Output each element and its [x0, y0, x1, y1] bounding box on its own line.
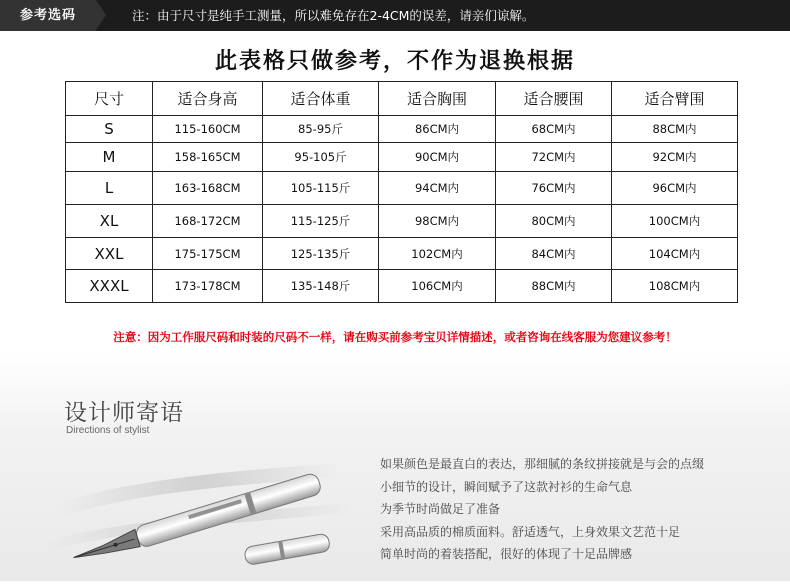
table-row: [66, 238, 738, 270]
header-weight: 适合体重: [263, 82, 379, 116]
table-row: [66, 270, 738, 303]
arm-cell: 88CM内: [612, 116, 738, 143]
arm-cell: 100CM内: [612, 205, 738, 238]
message-line: 小细节的设计，瞬间赋予了这款衬衫的生命气息: [380, 479, 633, 494]
arm-cell: 96CM内: [612, 172, 738, 205]
header-waist: 适合腰围: [496, 82, 612, 116]
table-row: [66, 116, 738, 143]
header-size: 尺寸: [66, 82, 153, 116]
banner-tag-notch: [96, 0, 106, 30]
chest-cell: 98CM内: [379, 205, 496, 238]
table-row: [66, 172, 738, 205]
fountain-pen-illustration: [40, 450, 370, 580]
waist-cell: 72CM内: [496, 143, 612, 172]
table-row: [66, 143, 738, 172]
table-header-row: [66, 82, 738, 116]
chest-cell: 86CM内: [379, 116, 496, 143]
weight-cell: 95-105斤: [263, 143, 379, 172]
designer-message: [380, 453, 704, 566]
height-cell: 163-168CM: [153, 172, 263, 205]
height-cell: 158-165CM: [153, 143, 263, 172]
size-cell: S: [66, 116, 153, 143]
weight-cell: 115-125斤: [263, 205, 379, 238]
weight-cell: 105-115斤: [263, 172, 379, 205]
size-cell: XL: [66, 205, 153, 238]
message-line: 为季节时尚做足了准备: [380, 502, 501, 516]
chest-cell: 102CM内: [379, 238, 496, 270]
waist-cell: 68CM内: [496, 116, 612, 143]
message-line: 简单时尚的着装搭配，很好的体现了十足品牌感: [380, 547, 633, 561]
page-headline: 此表格只做参考，不作为退换根据: [214, 49, 575, 74]
weight-cell: 135-148斤: [263, 270, 379, 303]
banner-note: 注：由于尺寸是纯手工测量，所以难免存在2-4CM的误差，请亲们谅解。: [132, 8, 535, 23]
message-line: 如果颜色是最直白的表达，那细腻的条纹拼接就是与会的点缀: [380, 457, 705, 471]
waist-cell: 76CM内: [496, 172, 612, 205]
message-line: 采用高品质的棉质面料。舒适透气，上身效果文艺范十足: [380, 524, 681, 539]
top-banner: [0, 0, 790, 31]
banner-tag: 参考选码: [0, 0, 96, 31]
size-cell: L: [66, 172, 153, 205]
header-arm: 适合臂围: [612, 82, 738, 116]
designer-title: 设计师寄语: [64, 400, 184, 426]
header-height: 适合身高: [153, 82, 263, 116]
arm-cell: 104CM内: [612, 238, 738, 270]
table-row: [66, 205, 738, 238]
arm-cell: 92CM内: [612, 143, 738, 172]
designer-subtitle: Directions of stylist: [66, 425, 150, 436]
height-cell: 173-178CM: [153, 270, 263, 303]
size-cell: M: [66, 143, 153, 172]
chest-cell: 94CM内: [379, 172, 496, 205]
size-cell: XXL: [66, 238, 153, 270]
height-cell: 115-160CM: [153, 116, 263, 143]
size-warning: 注意：因为工作服尺码和时装的尺码不一样，请在购买前参考宝贝详情描述，或者咨询在线客服为您建议参考！: [113, 330, 677, 344]
weight-cell: 85-95斤: [263, 116, 379, 143]
size-cell: XXXL: [66, 270, 153, 303]
height-cell: 168-172CM: [153, 205, 263, 238]
chest-cell: 90CM内: [379, 143, 496, 172]
size-table: [65, 81, 738, 303]
waist-cell: 88CM内: [496, 270, 612, 303]
waist-cell: 84CM内: [496, 238, 612, 270]
weight-cell: 125-135斤: [263, 238, 379, 270]
height-cell: 175-175CM: [153, 238, 263, 270]
arm-cell: 108CM内: [612, 270, 738, 303]
header-chest: 适合胸围: [379, 82, 496, 116]
waist-cell: 80CM内: [496, 205, 612, 238]
chest-cell: 106CM内: [379, 270, 496, 303]
